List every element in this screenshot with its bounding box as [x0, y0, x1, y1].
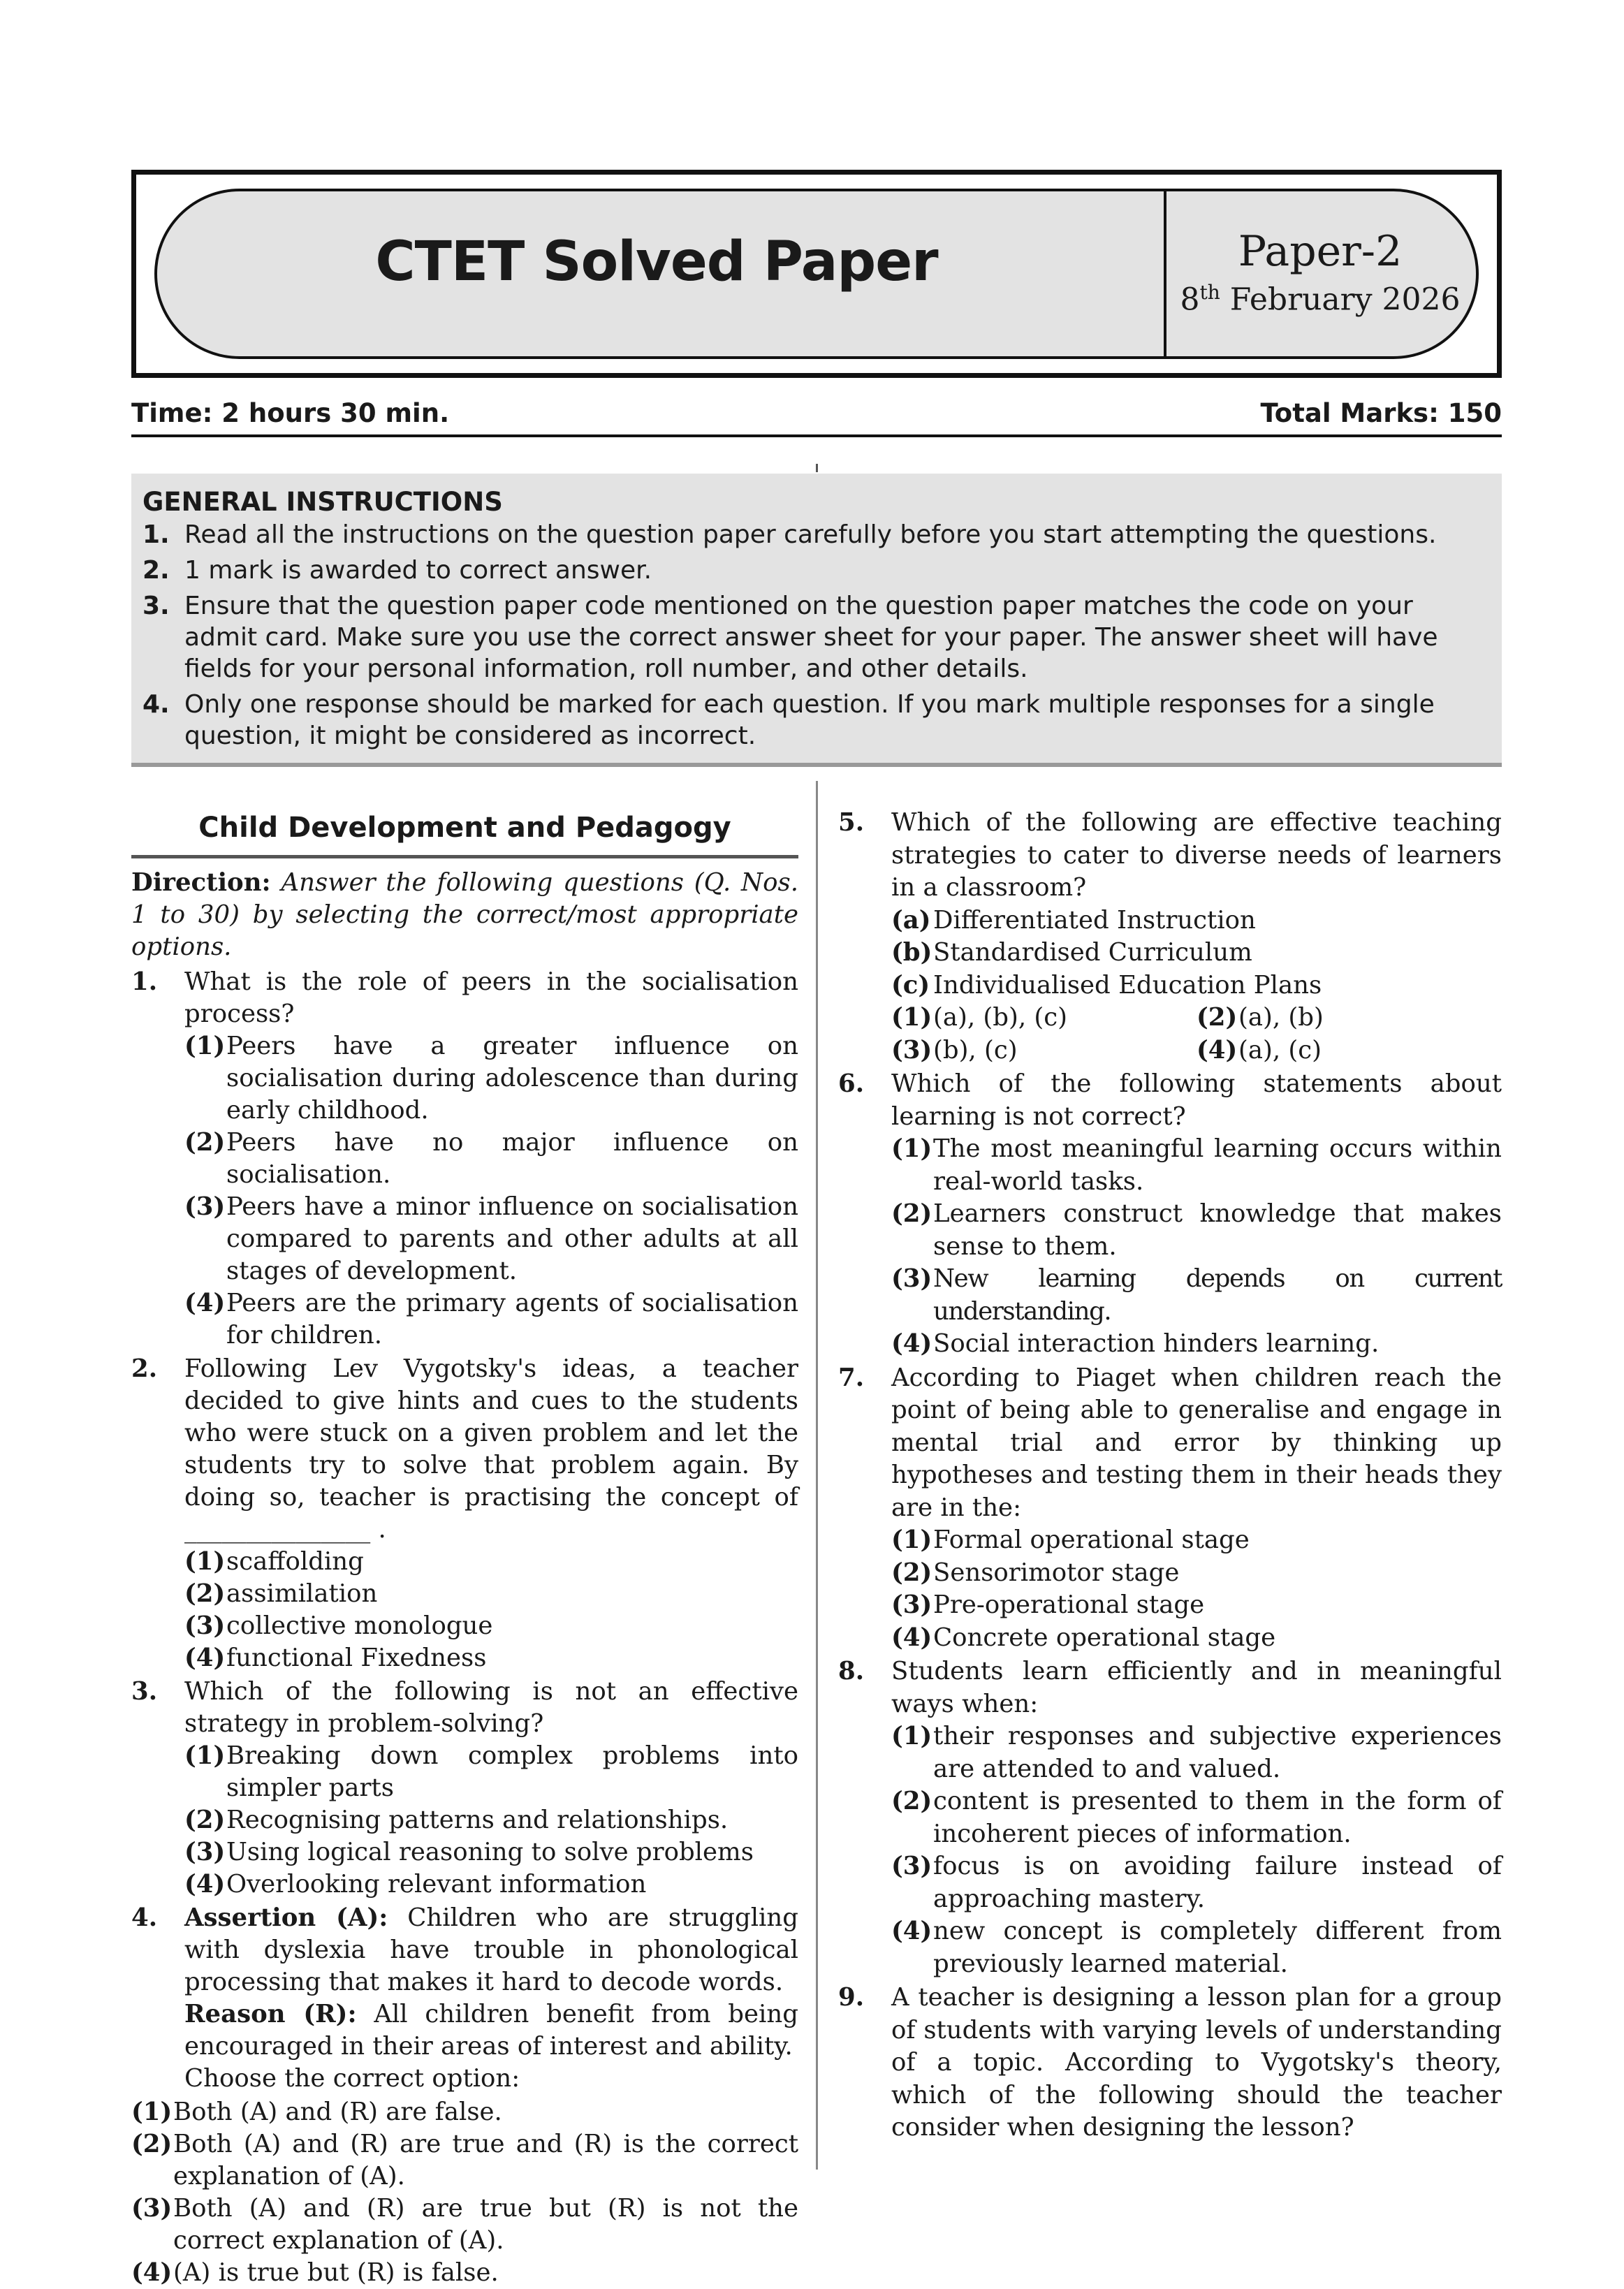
option [1197, 1034, 1502, 1067]
question-text: According to Piaget when children reach the point of being able to generalise and engage in mental trial and error by thinking up hypotheses and testing them in their heads they are in the: [891, 1363, 1502, 1522]
option-number: (3) [184, 1838, 226, 1866]
instruction-item [142, 519, 1486, 550]
option [184, 1740, 798, 1804]
option-number: (2) [131, 2130, 173, 2158]
option-number: (1) [184, 1741, 226, 1770]
question-number: 7. [838, 1363, 865, 1392]
instruction-text: Read all the instructions on the question paper carefully before you start attempting the questions. [184, 520, 1437, 549]
option-text: Social interaction hinders learning. [933, 1329, 1380, 1358]
option [891, 1263, 1502, 1328]
instruction-text: Ensure that the question paper code mentioned on the question paper matches the code on your admit card. Make sure you use the correct answer sheet for your paper. The answer sheet will have fields for your personal information, roll number, and other details. [184, 592, 1438, 683]
option-number: (1) [131, 2098, 173, 2126]
instructions-heading: GENERAL INSTRUCTIONS [142, 487, 503, 517]
option-number: (2) [184, 1128, 226, 1157]
option-text: scaffolding [226, 1547, 364, 1576]
option [184, 1869, 798, 1901]
option-text: Both (A) and (R) are true and (R) is the correct explanation of (A). [173, 2130, 798, 2191]
time-allowed: Time: 2 hours 30 min. [131, 398, 450, 428]
option-number: (4) [184, 1644, 226, 1672]
option [1197, 1002, 1502, 1034]
instruction-number: 2. [142, 556, 170, 585]
option-number: (4) [891, 1917, 932, 1945]
option-number: (1) [184, 1547, 226, 1576]
option-number: (1) [891, 1003, 932, 1032]
option [891, 1133, 1502, 1198]
instruction-number: 1. [142, 520, 170, 549]
option-number: (3) [891, 1264, 932, 1293]
option [891, 1034, 1197, 1067]
total-marks: Total Marks: 150 [1260, 398, 1502, 428]
direction-label: Direction: [131, 868, 271, 897]
header-rule [131, 434, 1502, 437]
option-text: Breaking down complex problems into simpler parts [226, 1741, 798, 1802]
option-number: (1) [891, 1526, 932, 1554]
option-number: (4) [1197, 1035, 1238, 1065]
column-tick [816, 464, 818, 472]
date-day: 8 [1180, 281, 1200, 318]
instruction-item [142, 689, 1486, 752]
reason-text: All children benefit from being encouraged in their areas of interest and ability. [184, 2000, 798, 2061]
option-text: (a), (c) [1238, 1035, 1322, 1065]
question-3 [131, 1676, 798, 1901]
instruction-item [142, 590, 1486, 685]
question-text: A teacher is designing a lesson plan for a group of students with varying levels of understanding of a topic. According to Vygotsky's theory, which of the following should the teacher consider when designing the lesson? [891, 1983, 1502, 2142]
choose-instruction: Choose the correct option: [184, 2064, 520, 2093]
option-number: (4) [891, 1329, 932, 1358]
option-number: (2) [891, 1558, 932, 1587]
option-number: (2) [184, 1806, 226, 1834]
question-4 [131, 1902, 798, 2095]
statement-text: Individualised Education Plans [933, 970, 1322, 1000]
option-text: (b), (c) [933, 1035, 1018, 1065]
option-text: Peers have no major influence on socialisation. [226, 1128, 798, 1189]
question-text: Which of the following statements about learning is not correct? [891, 1069, 1502, 1131]
option-text: (A) is true but (R) is false. [173, 2258, 499, 2287]
date-rest: February 2026 [1220, 281, 1461, 318]
question-number: 5. [838, 808, 865, 837]
paper-date [1173, 281, 1467, 318]
option-number: (3) [891, 1035, 932, 1065]
left-column [131, 810, 798, 2289]
option [131, 2128, 798, 2193]
question-8 [838, 1655, 1502, 1980]
instruction-number: 4. [142, 690, 170, 719]
option-text: Peers have a minor influence on socialisation compared to parents and other adults at all stages of development. [226, 1192, 798, 1285]
option-number: (1) [891, 1722, 932, 1750]
instruction-number: 3. [142, 592, 170, 620]
option [131, 2096, 798, 2128]
option-text: Both (A) and (R) are false. [173, 2098, 502, 2126]
option [891, 1002, 1197, 1034]
question-7 [838, 1362, 1502, 1655]
question-text: Which of the following are effective teaching strategies to cater to diverse needs of learners in a classroom? [891, 808, 1502, 902]
option-grid [891, 1002, 1502, 1067]
option-text: Peers are the primary agents of socialisation for children. [226, 1289, 798, 1350]
question-number: 9. [838, 1983, 865, 2012]
statement [891, 937, 1502, 970]
question-5 [838, 807, 1502, 1067]
option-number: (1) [891, 1134, 932, 1163]
question-2 [131, 1353, 798, 1674]
paper-code: Paper-2 [1238, 227, 1403, 276]
option [184, 1127, 798, 1191]
question-4-options [131, 2096, 798, 2289]
option-number: (2) [1197, 1003, 1238, 1032]
option [184, 1804, 798, 1836]
option-text: Using logical reasoning to solve problems [226, 1838, 754, 1866]
option-number: (2) [891, 1787, 932, 1815]
option-number: (2) [891, 1199, 932, 1228]
statement-text: Standardised Curriculum [933, 938, 1252, 967]
instruction-text: Only one response should be marked for each question. If you mark multiple responses for a single question, it might be considered as incorrect. [184, 690, 1435, 750]
general-instructions [131, 474, 1502, 767]
option-text: Formal operational stage [933, 1526, 1250, 1554]
column-divider [816, 781, 818, 2170]
option [184, 1030, 798, 1127]
instruction-item [142, 555, 1486, 586]
question-number: 8. [838, 1657, 865, 1685]
option [891, 1557, 1502, 1590]
option [184, 1836, 798, 1869]
option-number: (3) [891, 1852, 932, 1880]
question-9 [838, 1982, 1502, 2144]
option-text: Peers have a greater influence on socialisation during adolescence than during early childhood. [226, 1032, 798, 1125]
option-text: The most meaningful learning occurs within real-world tasks. [933, 1134, 1502, 1196]
option-text: Pre-operational stage [933, 1590, 1205, 1619]
reason [184, 1998, 798, 2063]
option [891, 1850, 1502, 1915]
question-6 [838, 1068, 1502, 1361]
section-title: Child Development and Pedagogy [131, 810, 798, 858]
date-suffix: th [1199, 281, 1220, 304]
reason-label: Reason (R): [184, 2000, 357, 2028]
direction-text: Answer the following questions (Q. Nos. 1 to 30) by selecting the correct/most appropriate options. [131, 868, 798, 961]
option [891, 1328, 1502, 1361]
option [891, 1524, 1502, 1557]
option [184, 1578, 798, 1610]
option-number: (4) [891, 1623, 932, 1652]
option-number: (4) [184, 1289, 226, 1317]
option [184, 1610, 798, 1642]
option-number: (4) [184, 1870, 226, 1899]
question-number: 1. [131, 967, 158, 996]
option-text: Recognising patterns and relationships. [226, 1806, 729, 1834]
option-text: collective monologue [226, 1611, 493, 1640]
option-number: (4) [131, 2258, 173, 2287]
statement [891, 970, 1502, 1002]
option-text: functional Fixedness [226, 1644, 487, 1672]
option [891, 1915, 1502, 1980]
option-number: (1) [184, 1032, 226, 1060]
option [891, 1198, 1502, 1263]
question-text: Students learn efficiently and in meaningful ways when: [891, 1657, 1502, 1718]
option-number: (3) [184, 1611, 226, 1640]
page-title: CTET Solved Paper [375, 231, 938, 293]
option [891, 1589, 1502, 1622]
question-1 [131, 966, 798, 1352]
option [184, 1287, 798, 1352]
question-number: 4. [131, 1903, 158, 1932]
option-text: their responses and subjective experiences are attended to and valued. [933, 1722, 1502, 1783]
question-number: 2. [131, 1354, 158, 1383]
option [891, 1622, 1502, 1655]
option [891, 1785, 1502, 1850]
statement-letter: (b) [891, 938, 932, 967]
statement-letter: (c) [891, 970, 930, 1000]
statement-letter: (a) [891, 905, 931, 935]
question-text: Which of the following is not an effective strategy in problem-solving? [184, 1677, 798, 1738]
question-number: 6. [838, 1069, 865, 1098]
option-text: New learning depends on current understanding. [933, 1264, 1502, 1326]
option-text: focus is on avoiding failure instead of approaching mastery. [933, 1852, 1502, 1913]
option-text: Learners construct knowledge that makes sense to them. [933, 1199, 1502, 1261]
option-number: (3) [891, 1590, 932, 1619]
option [184, 1546, 798, 1578]
option-number: (2) [184, 1579, 226, 1608]
assertion [184, 1902, 798, 1998]
option-text: (a), (b), (c) [933, 1003, 1068, 1032]
option-text: Concrete operational stage [933, 1623, 1276, 1652]
section-direction [131, 867, 798, 963]
option [891, 1720, 1502, 1785]
option [184, 1191, 798, 1287]
question-text: What is the role of peers in the socialisation process? [184, 967, 798, 1028]
question-text: Following Lev Vygotsky's ideas, a teacher decided to give hints and cues to the students who were stuck on a given problem and let the students try to solve that problem again. By doing so, teacher is practising the concept of _______________ . [184, 1354, 798, 1544]
instruction-text: 1 mark is awarded to correct answer. [184, 556, 652, 585]
option-number: (3) [184, 1192, 226, 1221]
option-text: assimilation [226, 1579, 378, 1608]
assertion-label: Assertion (A): [184, 1903, 388, 1932]
option-number: (3) [131, 2194, 173, 2223]
option-text: new concept is completely different from previously learned material. [933, 1917, 1502, 1978]
statement-text: Differentiated Instruction [933, 905, 1256, 935]
question-number: 3. [131, 1677, 158, 1706]
option [131, 2257, 798, 2289]
option [184, 1642, 798, 1674]
option-text: Overlooking relevant information [226, 1870, 647, 1899]
option-text: content is presented to them in the form of incoherent pieces of information. [933, 1787, 1502, 1848]
statement [891, 905, 1502, 937]
option-text: (a), (b) [1238, 1003, 1324, 1032]
option-text: Both (A) and (R) are true but (R) is not the correct explanation of (A). [173, 2194, 798, 2255]
right-column [838, 807, 1502, 2146]
option-text: Sensorimotor stage [933, 1558, 1180, 1587]
assertion-text: Children who are struggling with dyslexia have trouble in phonological processing that makes it hard to decode words. [184, 1903, 798, 1996]
header-divider [1164, 189, 1166, 359]
option [131, 2193, 798, 2257]
